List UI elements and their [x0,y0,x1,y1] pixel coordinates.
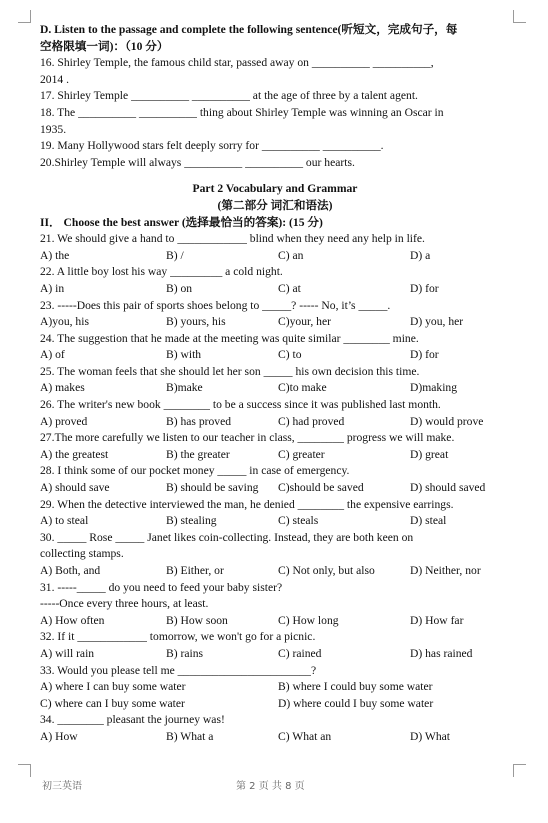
question-stem: 27.The more carefully we listen to our teacher in class, ________ progress we will make. [40,431,455,445]
options-row [40,281,510,298]
section-d-line: 16. Shirley Temple, the famous child star, passed away on __________ __________, [40,56,434,70]
part2-title: Part 2 Vocabulary and Grammar [192,182,358,196]
answer-option: C) where can I buy some water [40,696,185,710]
section-d-heading-line1: D. Listen to the passage and complete the following sentence(听短文，完成句子，每 [40,23,458,36]
answer-option: C) rained [278,646,322,660]
crop-mark-bottom-left [18,764,31,777]
question-stem: 21. We should give a hand to ____________ blind when they need any help in life. [40,232,425,246]
answer-option: B) Either, or [166,564,224,577]
answer-option: D) has rained [410,646,473,660]
answer-option: A) where I can buy some water [40,680,186,694]
options-row [40,248,510,265]
answer-option: A) makes [40,381,85,395]
footer-page-number: 第 2 页 共 8 页 [236,781,305,792]
answer-option: D) How far [410,613,464,627]
answer-option: B) How soon [166,613,228,627]
answer-option: D) for [410,348,439,362]
question-stem: 23. -----Does this pair of sports shoes belong to _____? ----- No, it’s _____. [40,298,391,312]
answer-option: C) How long [278,613,339,627]
answer-option: B) What a [166,729,214,743]
crop-mark-top-left [18,10,31,23]
answer-option: A) will rain [40,646,95,660]
answer-option: C) What an [278,729,332,743]
answer-option: D) great [410,447,449,461]
options-row [40,447,510,464]
answer-option: C) at [278,281,301,295]
options-row [40,314,510,331]
section-ii-heading: II． Choose the best answer (选择最恰当的答案): (15 分) [40,215,323,229]
section-d-line: 19. Many Hollywood stars felt deeply sorry for __________ __________. [40,139,384,153]
question-stem: 29. When the detective interviewed the man, he denied ________ the expensive earrings. [40,497,454,511]
answer-option: A) the greatest [40,447,109,461]
section-d-heading-line2: 空格限填一词)：（10 分） [40,39,169,53]
answer-option: C) greater [278,447,325,461]
question-stem: 34. ________ pleasant the journey was! [40,713,225,727]
answer-option: A) of [40,348,65,362]
answer-option: D) Neither, nor [410,564,481,577]
answer-option: C)your, her [278,315,331,329]
options-row [40,414,510,431]
answer-option: B) has proved [166,414,232,428]
answer-option: B) rains [166,646,204,660]
answer-option: B) with [166,348,202,362]
answer-option: B) on [166,281,193,295]
question-stem: 26. The writer's new book ________ to be a success since it was published last month. [40,398,441,412]
answer-option: B) stealing [166,514,217,528]
answer-option: C) to [278,348,302,362]
answer-option: C) an [278,248,304,262]
answer-option: C) had proved [278,414,345,428]
options-row [40,646,510,663]
answer-option: B) the greater [166,447,230,461]
section-d-body [40,55,510,171]
options-row [40,563,510,580]
answer-option: C)should be saved [278,481,364,495]
footer-subject: 初三英语 [42,781,82,792]
question-stem: 32. If it ____________ tomorrow, we won't go for a picnic. [40,630,316,644]
answer-option: D) for [410,281,439,295]
section-d-line: 18. The __________ __________ thing about Shirley Temple was winning an Oscar in [40,105,444,119]
answer-option: D)making [410,381,458,395]
answer-option: D) would prove [410,414,484,428]
answer-option: D) should saved [410,481,486,495]
question-stem: 22. A little boy lost his way _________ a cold night. [40,265,283,279]
part2-subtitle: (第二部分 词汇和语法) [217,198,333,212]
answer-option: A)you, his [40,315,89,329]
answer-option: D) steal [410,514,447,528]
question-stem: 30. _____ Rose _____ Janet likes coin-collecting. Instead, they are both keen on [40,530,414,544]
answer-option: A) Both, and [40,564,101,577]
options-row [40,696,510,713]
answer-option: A) the [40,248,70,262]
options-row [40,613,510,630]
answer-option: B) should be saving [166,481,259,495]
document-page [40,0,510,746]
options-row [40,480,510,497]
answer-option: A) in [40,281,65,295]
options-row [40,729,510,746]
answer-option: A) should save [40,481,110,495]
crop-mark-top-right [513,10,526,23]
answer-option: D) What [410,729,451,743]
answer-option: A) to steal [40,514,89,528]
question-stem: -----Once every three hours, at least. [40,597,209,611]
question-stem: 33. Would you please tell me _______________________? [40,663,317,677]
section-d-line: 1935. [40,122,67,136]
answer-option: A) proved [40,414,88,428]
question-stem: 25. The woman feels that she should let her son _____ his own decision this time. [40,364,420,378]
section-d-line: 17. Shirley Temple __________ __________ at the age of three by a talent agent. [40,89,418,103]
options-row [40,513,510,530]
question-list [40,231,510,745]
options-row [40,380,510,397]
answer-option: C)to make [278,381,327,395]
options-row [40,679,510,696]
question-stem: 31. -----_____ do you need to feed your baby sister? [40,580,283,594]
answer-option: D) a [410,248,431,262]
question-stem: 28. I think some of our pocket money _____ in case of emergency. [40,464,350,478]
section-d-line: 20.Shirley Temple will always __________ __________ our hearts. [40,155,355,169]
answer-option: C) steals [278,514,319,528]
answer-option: B) / [166,248,184,262]
section-d-line: 2014 . [40,72,69,86]
question-stem: collecting stamps. [40,547,124,561]
question-stem: 24. The suggestion that he made at the meeting was quite similar ________ mine. [40,331,419,345]
answer-option: A) How often [40,613,105,627]
answer-option: B) yours, his [166,315,226,329]
options-row [40,347,510,364]
answer-option: A) How [40,729,78,743]
crop-mark-bottom-right [513,764,526,777]
answer-option: D) where could I buy some water [278,696,434,710]
answer-option: C) Not only, but also [278,564,375,577]
answer-option: B)make [166,381,203,395]
answer-option: B) where I could buy some water [278,680,433,694]
answer-option: D) you, her [410,315,464,329]
